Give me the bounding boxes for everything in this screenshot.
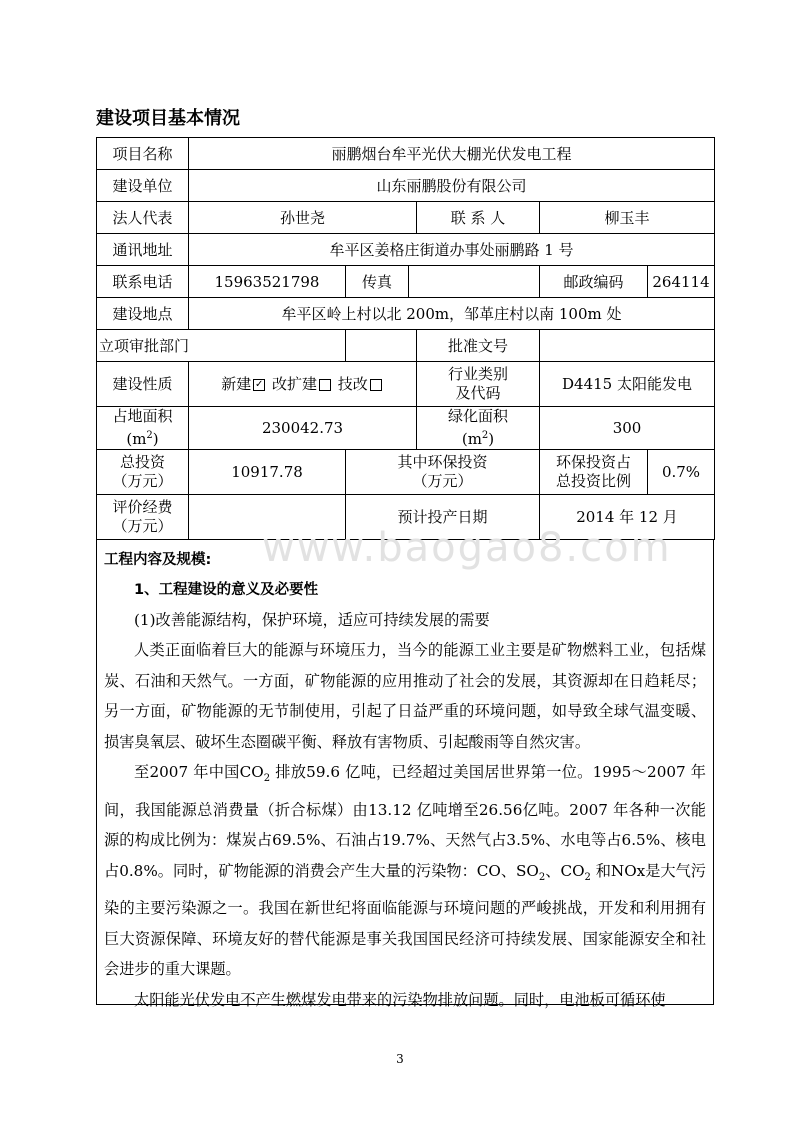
contact-value: 柳玉丰 bbox=[540, 202, 715, 234]
start-date-label: 预计投产日期 bbox=[346, 495, 540, 540]
nature-expand-label: 改扩建 bbox=[271, 375, 317, 393]
phone-label: 联系电话 bbox=[97, 266, 189, 298]
invest-label-line1: 总投资 bbox=[119, 453, 165, 471]
industry-label-line1: 行业类别 bbox=[447, 365, 508, 383]
nature-options bbox=[189, 362, 417, 407]
nature-new-label: 新建 bbox=[221, 375, 252, 393]
approval-no-label: 批准文号 bbox=[417, 330, 540, 362]
approval-no-value bbox=[540, 330, 715, 362]
eval-fee-label bbox=[97, 495, 189, 540]
start-date-value: 2014 年 12 月 bbox=[540, 495, 715, 540]
phone-value: 15963521798 bbox=[189, 266, 346, 298]
env-ratio-value: 0.7% bbox=[648, 450, 715, 495]
address-value: 牟平区姜格庄街道办事处丽鹏路 1 号 bbox=[189, 234, 715, 266]
env-ratio-label-line1: 环保投资占 bbox=[555, 453, 631, 471]
project-info-table bbox=[96, 137, 715, 540]
para2-part-b: 排放59.6 亿吨，已经超过美国居世界第一位。1995～2007 年间，我国能源总消费量（折合标煤）由13.12 亿吨增至26.56亿吨。2007 年各种一次能源的构成比例为：煤炭占69.5%、石油占19.7%、天然气占3.5%、水电等占6.5%、核电占0.8%。同时，矿物能源的消费会产生大量的污染物：CO、SO bbox=[104, 763, 706, 880]
para2-sub-1: 2 bbox=[263, 773, 271, 785]
fax-value bbox=[409, 266, 540, 298]
nature-expand-checkbox bbox=[319, 379, 331, 391]
project-name-label: 项目名称 bbox=[97, 138, 189, 170]
env-invest-label bbox=[346, 450, 540, 495]
page-title: 建设项目基本情况 bbox=[96, 108, 240, 129]
paragraph-2 bbox=[104, 757, 706, 985]
area-label-line1: 占地面积 bbox=[112, 407, 173, 425]
invest-label bbox=[97, 450, 189, 495]
item-heading: (1)改善能源结构，保护环境，适应可持续发展的需要 bbox=[134, 611, 490, 629]
content-heading: 工程内容及规模: bbox=[104, 552, 212, 568]
green-label-close: ) bbox=[488, 430, 495, 448]
postcode-value: 264114 bbox=[648, 266, 715, 298]
eval-fee-label-line1: 评价经费 bbox=[112, 498, 173, 516]
invest-value: 10917.78 bbox=[189, 450, 346, 495]
paragraph-1: 人类正面临着巨大的能源与环境压力，当今的能源工业主要是矿物燃料工业，包括煤炭、石油和天然气。一方面，矿物能源的应用推动了社会的发展，其资源却在日趋耗尽；另一方面，矿物能源的无节制使用，引起了日益严重的环境问题，如导致全球气温变暖、损害臭氧层、破坏生态圈碳平衡、释放有害物质、引起酸雨等自然灾害。 bbox=[104, 641, 706, 751]
location-value: 牟平区岭上村以北 200m，邹革庄村以南 100m 处 bbox=[189, 298, 715, 330]
eval-fee-label-line2: （万元） bbox=[112, 517, 173, 535]
approval-dept-label bbox=[97, 330, 346, 362]
env-ratio-label bbox=[540, 450, 648, 495]
approval-dept-value bbox=[346, 330, 417, 362]
nature-label: 建设性质 bbox=[97, 362, 189, 407]
legal-rep-label: 法人代表 bbox=[97, 202, 189, 234]
approval-dept-label-text: 立项审批部门 bbox=[99, 336, 190, 355]
para2-part-a: 至2007 年中国CO bbox=[134, 763, 264, 781]
para2-sub-3: 2 bbox=[584, 871, 591, 883]
green-label-line1: 绿化面积 bbox=[447, 407, 508, 425]
contact-label: 联 系 人 bbox=[417, 202, 540, 234]
green-value: 300 bbox=[540, 407, 715, 450]
green-label-sup: 2 bbox=[481, 430, 489, 441]
para2-part-c: 、CO bbox=[545, 861, 585, 880]
project-content bbox=[104, 545, 706, 1015]
nature-new-checkbox bbox=[253, 379, 265, 391]
address-label: 通讯地址 bbox=[97, 234, 189, 266]
unit-value: 山东丽鹏股份有限公司 bbox=[189, 170, 715, 202]
area-label-sup: 2 bbox=[146, 430, 153, 441]
para2-part-d: 和NOx是大气污染的主要污染源之一。我国在新世纪将面临能源与环境问题的严峻挑战，开发和利用拥有巨大资源保障、环境友好的替代能源是事关我国国民经济可持续发展、国家能源安全和社会进步的重大课题。 bbox=[104, 861, 706, 979]
section-heading: 1、工程建设的意义及必要性 bbox=[134, 582, 319, 598]
env-invest-label-line1: 其中环保投资 bbox=[397, 453, 488, 471]
nature-tech-label: 技改 bbox=[337, 375, 368, 393]
area-value: 230042.73 bbox=[189, 407, 417, 450]
legal-rep-value: 孙世尧 bbox=[189, 202, 417, 234]
unit-label: 建设单位 bbox=[97, 170, 189, 202]
paragraph-3: 太阳能光伏发电不产生燃煤发电带来的污染物排放问题。同时，电池板可循环使 bbox=[134, 990, 666, 1009]
industry-value: D4415 太阳能发电 bbox=[540, 362, 715, 407]
industry-label-line2: 及代码 bbox=[455, 384, 501, 402]
invest-label-line2: （万元） bbox=[112, 472, 173, 490]
page-number: 3 bbox=[396, 1052, 404, 1066]
area-label-close: ) bbox=[152, 430, 159, 448]
area-label-unit: (m bbox=[126, 430, 147, 448]
watermark: www.baogao8.com bbox=[262, 525, 672, 571]
location-label: 建设地点 bbox=[97, 298, 189, 330]
area-label bbox=[97, 407, 189, 450]
para2-sub-2: 2 bbox=[538, 871, 546, 883]
postcode-label: 邮政编码 bbox=[540, 266, 648, 298]
green-label-unit: (m bbox=[461, 430, 482, 448]
env-invest-label-line2: （万元） bbox=[412, 472, 473, 490]
env-ratio-label-line2: 总投资比例 bbox=[555, 472, 631, 490]
fax-label: 传真 bbox=[346, 266, 409, 298]
check-icon: ✓ bbox=[255, 379, 264, 390]
nature-tech-checkbox bbox=[370, 379, 382, 391]
green-label bbox=[417, 407, 540, 450]
industry-label bbox=[417, 362, 540, 407]
project-name-value: 丽鹏烟台牟平光伏大棚光伏发电工程 bbox=[189, 138, 715, 170]
